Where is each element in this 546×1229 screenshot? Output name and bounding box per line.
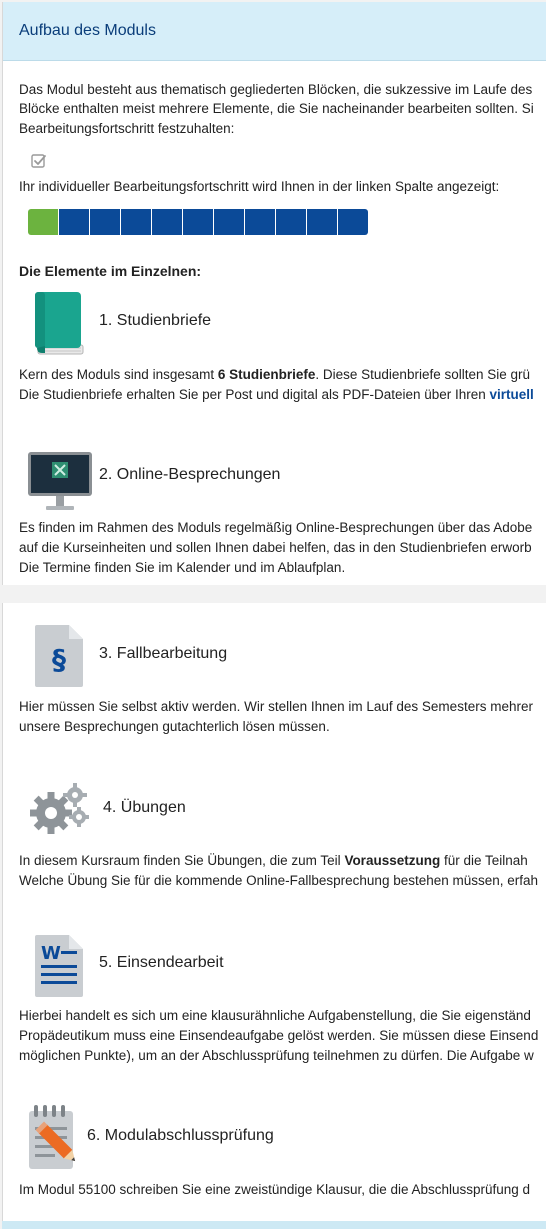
progress-bar <box>28 209 368 235</box>
monitor-icon <box>26 450 94 514</box>
progress-description: Ihr individueller Bearbeitungsfortschritt wird Ihnen in der linken Spalte angezeigt: <box>19 179 500 194</box>
progress-segment-open[interactable] <box>214 209 245 235</box>
section-text-pruefung-1: Im Modul 55100 schreiben Sie eine zweistündige Klausur, die die Abschlussprüfung d <box>19 1182 531 1197</box>
section-title-studienbriefe: 1. Studienbriefe <box>99 312 212 329</box>
gears-icon <box>27 781 93 837</box>
progress-segment-open[interactable] <box>276 209 307 235</box>
progress-segment-open[interactable] <box>307 209 338 235</box>
virtual-campus-link[interactable]: virtuell <box>489 387 534 402</box>
svg-text:W: W <box>41 943 61 964</box>
progress-segment-open[interactable] <box>121 209 152 235</box>
section-text-einsende-3: möglichen Punkte), um an der Abschlussprüfung teilnehmen zu dürfen. Die Aufgabe w <box>19 1048 534 1063</box>
section-text-einsende-2: Propädeutikum muss eine Einsendeaufgabe gelöst werden. Sie müssen diese Einsend <box>19 1028 539 1043</box>
intro-line-3: Bearbeitungsfortschritt festzuhalten: <box>19 121 235 136</box>
progress-segment-open[interactable] <box>152 209 183 235</box>
next-section-header-edge <box>2 1221 546 1229</box>
section-text-studienbriefe-1: Kern des Moduls sind insgesamt 6 Studienbriefe. Diese Studienbriefe sollten Sie grü <box>19 367 531 382</box>
section-title-online-besprechungen: 2. Online-Besprechungen <box>99 466 281 483</box>
elements-heading: Die Elemente im Einzelnen: <box>19 263 202 279</box>
progress-segment-open[interactable] <box>59 209 90 235</box>
section-text-studienbriefe-2: Die Studienbriefe erhalten Sie per Post und digital als PDF-Dateien über Ihren virtuell <box>19 387 534 402</box>
module-structure-card-continued <box>2 603 546 1221</box>
card-title: Aufbau des Moduls <box>19 22 156 39</box>
progress-segment-open[interactable] <box>90 209 121 235</box>
intro-line-1: Das Modul besteht aus thematisch gegliederten Blöcken, die sukzessive im Laufe des <box>19 82 533 97</box>
progress-segment-open[interactable] <box>245 209 276 235</box>
svg-text:§: § <box>52 643 66 676</box>
section-text-uebungen-1: In diesem Kursraum finden Sie Übungen, die zum Teil Voraussetzung für die Teilnah <box>19 853 528 868</box>
progress-segment-open[interactable] <box>338 209 368 235</box>
intro-line-2: Blöcke enthalten meist mehrere Elemente, die Sie nacheinander bearbeiten sollten. Si <box>19 101 534 116</box>
section-text-online-1: Es finden im Rahmen des Moduls regelmäßig Online-Besprechungen über das Adobe <box>19 520 533 535</box>
section-title-einsendearbeit: 5. Einsendearbeit <box>99 954 224 971</box>
paragraph-document-icon <box>33 623 85 689</box>
section-text-online-3: Die Termine finden Sie im Kalender und im Ablaufplan. <box>19 560 346 575</box>
checkbox-checked-icon[interactable] <box>31 153 47 169</box>
word-document-icon <box>33 933 85 999</box>
card-header <box>3 2 546 61</box>
section-text-fall-2: unsere Besprechungen gutachterlich lösen müssen. <box>19 719 330 734</box>
section-title-fallbearbeitung: 3. Fallbearbeitung <box>99 645 228 662</box>
section-text-einsende-1: Hierbei handelt es sich um eine klausurähnliche Aufgabenstellung, die Sie eigenständ <box>19 1008 531 1023</box>
section-title-uebungen: 4. Übungen <box>103 799 186 816</box>
book-icon <box>33 290 85 356</box>
progress-segment-open[interactable] <box>183 209 214 235</box>
progress-segment-completed[interactable] <box>28 209 59 235</box>
section-text-fall-1: Hier müssen Sie selbst aktiv werden. Wir stellen Ihnen im Lauf des Semesters mehrer <box>19 699 533 714</box>
notepad-pencil-icon <box>25 1103 83 1173</box>
module-structure-card <box>2 2 546 585</box>
section-text-online-2: auf die Kurseinheiten und sollen Ihnen dabei helfen, das in den Studienbriefen erworb <box>19 540 532 555</box>
section-title-modulabschlusspruefung: 6. Modulabschlussprüfung <box>87 1127 274 1144</box>
section-text-uebungen-2: Welche Übung Sie für die kommende Online-Fallbesprechung bestehen müssen, erfah <box>19 873 539 888</box>
